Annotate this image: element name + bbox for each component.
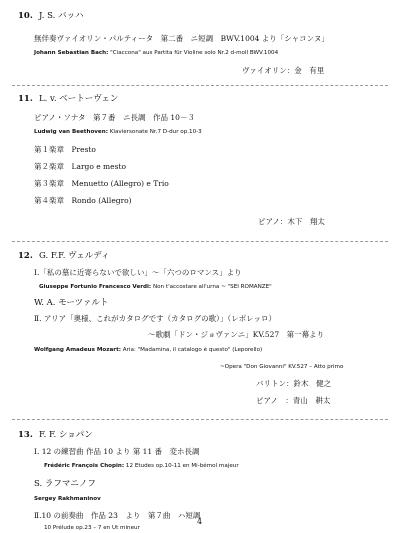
section-10-performer: ヴァイオリン：金 有里 — [242, 66, 325, 75]
section-11-work-en: Klaviersonate Nr.7 D-dur op.10-3 — [107, 129, 202, 135]
section-13-work-en: 12 Etudes op.10-11 en Mi-bémol majeur — [124, 463, 239, 469]
section-13-title2-en: 10 Prélude op.23 – 7 en Ut mineur — [44, 525, 140, 531]
movement-4: 第４楽章 Rondo (Allegro) — [34, 196, 132, 205]
divider — [12, 241, 388, 242]
section-12-title2-en — [34, 348, 262, 354]
section-12-work-en: Non t'accostare all'urna ~ "SEI ROMANZE" — [151, 284, 272, 290]
section-11-composer: L. v. ベートーヴェン — [39, 94, 119, 104]
section-12-title2-jp-b: ～歌劇「ドン・ジョヴァンニ」KV.527 第一幕より — [148, 330, 325, 339]
section-13-composer2-en: Sergey Rakhmaninov — [34, 496, 101, 502]
section-13-composer: F. F. ショパン — [39, 430, 93, 440]
section-12-composer-en: Giuseppe Fortunio Francesco Verdi: — [39, 284, 152, 290]
divider — [12, 85, 388, 86]
section-12-performer-1: バリトン：鈴木 健之 — [256, 379, 331, 388]
section-10-composer-en: Johann Sebastian Bach: — [34, 50, 109, 56]
section-11-title-en — [34, 130, 202, 136]
section-13-title2-jp: Ⅱ.10 の前奏曲 作品 23 より 第７曲 ハ短調 — [34, 511, 201, 520]
page-number: 4 — [197, 517, 203, 526]
section-11-composer-en: Ludwig van Beethoven: — [34, 129, 108, 135]
section-10-work-en: "Ciaccona" aus Partita für Violine solo Nr.2 d-moll BWV.1004 — [108, 50, 279, 56]
section-13-title-en — [44, 464, 239, 470]
section-12-performer-2: ピアノ ：青山 耕太 — [256, 396, 331, 405]
divider — [12, 419, 388, 420]
movement-1: 第１楽章 Presto — [34, 145, 96, 154]
section-12-number: 12. — [18, 251, 33, 261]
movement-2: 第２楽章 Largo e mesto — [34, 162, 126, 171]
section-13-title-jp: Ⅰ. 12 の練習曲 作品 10 より 第 11 番 変ホ長調 — [34, 447, 200, 456]
section-12-work2-en: Aria: "Madamina, il catalogo è questo" (Leporello) — [120, 347, 263, 353]
section-12-composer: G. F.F. ヴェルディ — [39, 251, 110, 261]
section-11-number: 11. — [18, 94, 33, 104]
section-12-composer2-en: Wolfgang Amadeus Mozart: — [34, 347, 121, 353]
section-13-number: 13. — [18, 430, 33, 440]
section-12-title-en — [39, 285, 272, 291]
section-10-title-jp: 無伴奏ヴァイオリン・パルティータ 第二番 ニ短調 BWV.1004 より「シャコンヌ」 — [34, 34, 329, 43]
section-10-number: 10. — [18, 11, 33, 21]
section-12-composer-2: W. A. モーツァルト — [34, 298, 109, 308]
section-10-title-en — [34, 51, 278, 57]
section-10-composer: J. S. バッハ — [39, 11, 84, 21]
movement-3: 第３楽章 Menuetto (Allegro) e Trio — [34, 179, 169, 188]
section-13-composer-2: S. ラフマニノフ — [34, 479, 96, 489]
section-11-performer: ピアノ：木下 翔太 — [258, 217, 325, 226]
section-12-title2-en-b: ~Opera "Don Giovanni" KV.527 – Atto primo — [220, 364, 344, 370]
section-12-title-jp: Ⅰ.「私の墓に近寄らないで欲しい」～「六つのロマンス」より — [34, 268, 242, 277]
section-11-title-jp: ピアノ・ソナタ 第７番 ニ長調 作品 10－３ — [34, 113, 195, 122]
section-12-title2-jp: Ⅱ. アリア「奥様、これがカタログです（カタログの歌）」（レポレッロ） — [34, 314, 276, 323]
section-13-composer-en: Frédéric François Chopin: — [44, 463, 125, 469]
